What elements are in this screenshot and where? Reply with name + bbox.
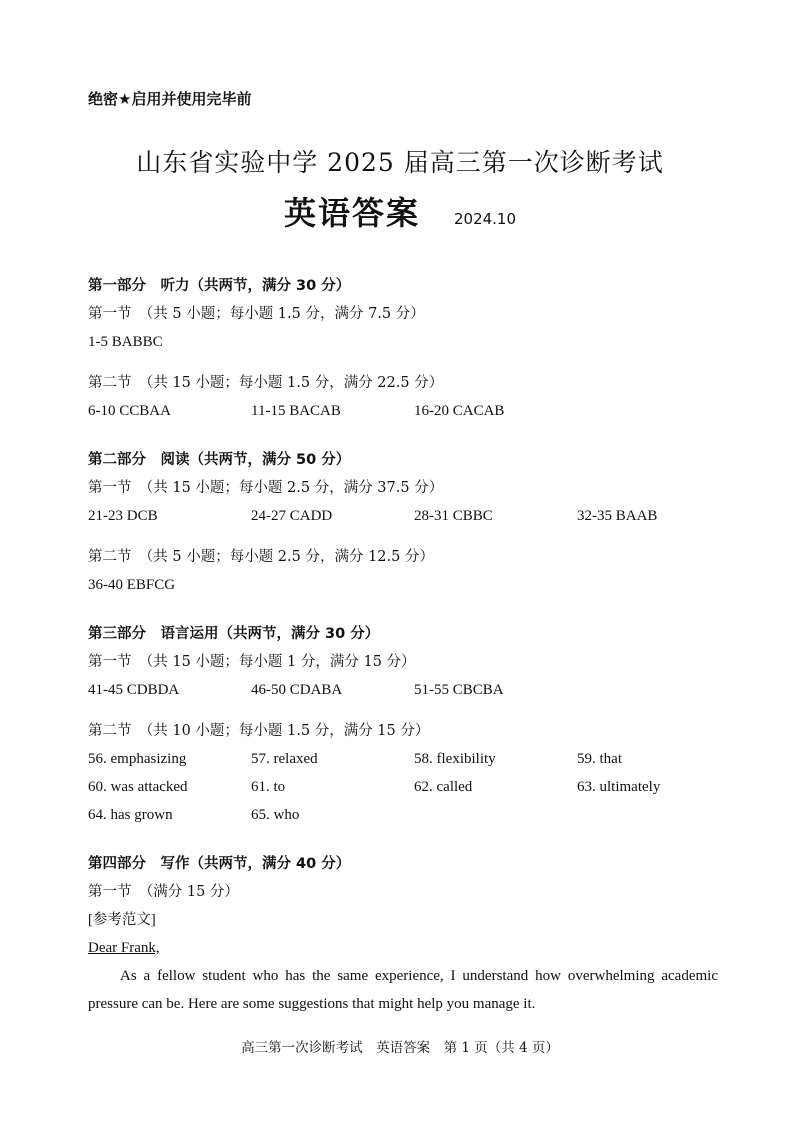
part-2-section-2-heading: 第二节 （共 5 小题；每小题 2.5 分，满分 12.5 分） xyxy=(88,549,434,565)
part-1-section-2-heading: 第二节 （共 15 小题；每小题 1.5 分，满分 22.5 分） xyxy=(88,375,444,391)
answer-cell: 61. to xyxy=(251,779,286,795)
answer-cell: 60. was attacked xyxy=(88,779,188,795)
exam-title: 山东省实验中学 2025 届高三第一次诊断考试 xyxy=(136,148,664,177)
answer-cell: 36-40 EBFCG xyxy=(88,577,176,593)
answer-cell: 62. called xyxy=(414,779,473,795)
page-footer: 高三第一次诊断考试 英语答案 第 1 页（共 4 页） xyxy=(241,1040,559,1056)
part-1-heading: 第一部分 听力（共两节，满分 30 分） xyxy=(88,278,351,294)
answer-cell: 63. ultimately xyxy=(577,779,661,795)
answer-cell: 21-23 DCB xyxy=(88,508,158,524)
answer-content xyxy=(88,273,718,1018)
part-2-heading: 第二部分 阅读（共两节，满分 50 分） xyxy=(88,452,351,468)
part-3-heading: 第三部分 语言运用（共两节，满分 30 分） xyxy=(88,626,380,642)
part-2-section-1-heading: 第一节 （共 15 小题；每小题 2.5 分，满分 37.5 分） xyxy=(88,480,444,496)
answer-cell: 32-35 BAAB xyxy=(577,508,658,524)
answer-cell: 28-31 CBBC xyxy=(414,508,493,524)
sample-essay-label: [参考范文] xyxy=(88,912,156,928)
answer-row xyxy=(88,571,718,599)
answer-cell: 1-5 BABBC xyxy=(88,334,163,350)
part-3-section-2-heading: 第二节 （共 10 小题；每小题 1.5 分，满分 15 分） xyxy=(88,723,430,739)
answer-cell: 59. that xyxy=(577,751,622,767)
part-3-section-1-heading: 第一节 （共 15 小题；每小题 1 分，满分 15 分） xyxy=(88,654,416,670)
answer-cell: 6-10 CCBAA xyxy=(88,403,171,419)
answer-row xyxy=(88,801,718,829)
confidential-label: 绝密★启用并使用完毕前 xyxy=(88,90,252,108)
answer-row xyxy=(88,676,718,704)
answer-row xyxy=(88,397,718,425)
answer-cell: 41-45 CDBDA xyxy=(88,682,180,698)
answer-cell: 57. relaxed xyxy=(251,751,318,767)
essay-paragraph: As a fellow student who has the same experience, I understand how overwhelming academic pressure can be. Here are some suggestions that might help you manage it. xyxy=(88,968,718,1012)
answer-cell: 11-15 BACAB xyxy=(251,403,341,419)
part-4-heading: 第四部分 写作（共两节，满分 40 分） xyxy=(88,856,351,872)
answer-row xyxy=(88,502,718,530)
answer-cell: 16-20 CACAB xyxy=(414,403,505,419)
part-1-section-1-heading: 第一节 （共 5 小题；每小题 1.5 分，满分 7.5 分） xyxy=(88,306,425,322)
part-4-section-1-heading: 第一节 （满分 15 分） xyxy=(88,884,239,900)
answer-row xyxy=(88,773,718,801)
answer-cell: 64. has grown xyxy=(88,807,173,823)
answer-row xyxy=(88,328,718,356)
answer-cell: 65. who xyxy=(251,807,300,823)
answer-cell: 56. emphasizing xyxy=(88,751,187,767)
answer-cell: 58. flexibility xyxy=(414,751,496,767)
answer-row xyxy=(88,745,718,773)
answer-key-title: 英语答案 xyxy=(283,194,420,232)
exam-date: 2024.10 xyxy=(453,210,517,228)
subtitle-line xyxy=(0,188,800,234)
answer-cell: 46-50 CDABA xyxy=(251,682,343,698)
answer-cell: 24-27 CADD xyxy=(251,508,333,524)
answer-cell: 51-55 CBCBA xyxy=(414,682,504,698)
essay-salutation: Dear Frank, xyxy=(88,940,160,956)
